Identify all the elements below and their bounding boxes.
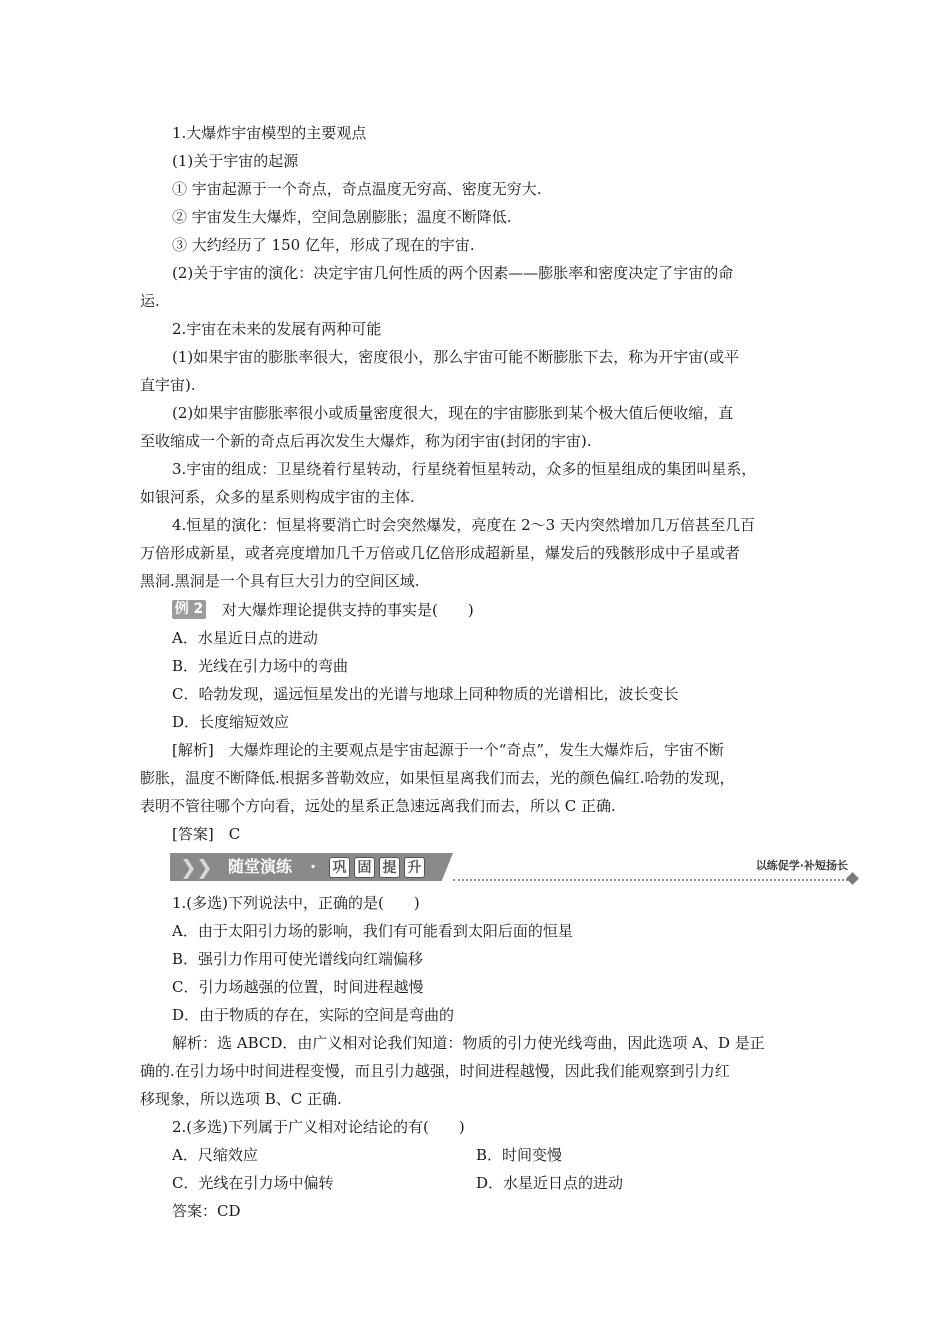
banner-char-3: 提 (379, 857, 400, 878)
answer-line: [答案] C (172, 825, 241, 843)
section-banner (170, 853, 870, 881)
evolution-line-2: 运. (140, 292, 160, 310)
option-b: B．光线在引力场中的弯曲 (172, 657, 349, 675)
practice-2-answer: 答案：CD (172, 1202, 241, 1220)
practice-1-option-b: B．强引力作用可使光谱线向红端偏移 (172, 950, 424, 968)
banner-dotted-line (453, 879, 848, 881)
practice-1-option-a: A．由于太阳引力场的影响，我们有可能看到太阳后面的恒星 (172, 922, 573, 940)
stellar-evolution-line-1: 4.恒星的演化：恒星将要消亡时会突然爆发，亮度在 2～3 天内突然增加几万倍甚至几百 (172, 516, 755, 534)
chevron-right-icon: ❯ (196, 855, 213, 879)
point-2: ② 宇宙发生大爆炸，空间急剧膨胀；温度不断降低. (172, 208, 512, 226)
subheading-origin: (1)关于宇宙的起源 (172, 152, 299, 170)
practice-1-solution-line-3: 移现象，所以选项 B、C 正确. (140, 1090, 342, 1108)
banner-char-4: 升 (404, 857, 425, 878)
banner-char-1: 巩 (329, 857, 350, 878)
stellar-evolution-line-2: 万倍形成新星，或者亮度增加几千万倍或几亿倍形成超新星，爆发后的残骸形成中子星或者 (140, 544, 741, 562)
practice-question-2: 2.(多选)下列属于广义相对论结论的有( ) (172, 1118, 465, 1136)
diamond-icon (846, 872, 859, 885)
banner-separator: · (310, 857, 317, 876)
practice-2-option-b: B．时间变慢 (476, 1146, 563, 1164)
heading-future: 2.宇宙在未来的发展有两种可能 (172, 320, 382, 338)
practice-1-option-d: D．由于物质的存在，实际的空间是弯曲的 (172, 1006, 455, 1024)
banner-char-2: 固 (354, 857, 375, 878)
option-c: C．哈勃发现，遥远恒星发出的光谱与地球上同种物质的光谱相比，波长变长 (172, 685, 679, 703)
practice-1-solution-line-1: 解析：选 ABCD．由广义相对论我们知道：物质的引力使光线弯曲，因此选项 A、D 是正 (172, 1034, 765, 1052)
point-1: ① 宇宙起源于一个奇点，奇点温度无穷高、密度无穷大. (172, 180, 542, 198)
future-closed-line-2: 至收缩成一个新的奇点后再次发生大爆炸，称为闭宇宙(封闭的宇宙). (140, 432, 592, 450)
chevron-right-icon: ❯ (180, 855, 197, 879)
practice-2-option-d: D．水星近日点的进动 (476, 1174, 624, 1192)
composition-line-1: 3.宇宙的组成：卫星绕着行星转动，行星绕着恒星转动，众多的恒星组成的集团叫星系， (172, 460, 757, 478)
example-question: 对大爆炸理论提供支持的事实是( ) (222, 601, 474, 619)
practice-1-option-c: C．引力场越强的位置，时间进程越慢 (172, 978, 424, 996)
point-3: ③ 大约经历了 150 亿年，形成了现在的宇宙. (172, 236, 475, 254)
banner-tagline: 以练促学·补短扬长 (755, 859, 848, 872)
future-open-line-1: (1)如果宇宙的膨胀率很大，密度很小，那么宇宙可能不断膨胀下去，称为开宇宙(或平 (172, 348, 740, 366)
option-a: A．水星近日点的进动 (172, 629, 318, 647)
option-d: D．长度缩短效应 (172, 713, 290, 731)
future-open-line-2: 直宇宙). (140, 376, 196, 394)
composition-line-2: 如银河系，众多的星系则构成宇宙的主体. (140, 488, 415, 506)
practice-2-option-c: C．光线在引力场中偏转 (172, 1174, 334, 1192)
practice-question-1: 1.(多选)下列说法中，正确的是( ) (172, 894, 420, 912)
heading-big-bang-model: 1.大爆炸宇宙模型的主要观点 (172, 124, 367, 142)
practice-2-option-a: A．尺缩效应 (172, 1146, 258, 1164)
stellar-evolution-line-3: 黑洞.黑洞是一个具有巨大引力的空间区域. (140, 572, 420, 590)
banner-title: 随堂演练 (228, 857, 293, 876)
example-badge: 例 2 (172, 600, 206, 619)
practice-1-solution-line-2: 确的.在引力场中时间进程变慢，而且引力越强，时间进程越慢，因此我们能观察到引力红 (140, 1062, 730, 1080)
analysis-line-1: [解析] 大爆炸理论的主要观点是宇宙起源于一个“奇点”，发生大爆炸后，宇宙不断 (172, 741, 725, 759)
analysis-line-3: 表明不管往哪个方向看，远处的星系正急速远离我们而去，所以 C 正确. (140, 797, 616, 815)
evolution-line-1: (2)关于宇宙的演化：决定宇宙几何性质的两个因素——膨胀率和密度决定了宇宙的命 (172, 264, 734, 282)
analysis-line-2: 膨胀，温度不断降低.根据多普勒效应，如果恒星离我们而去，光的颜色偏红.哈勃的发现， (140, 769, 735, 787)
future-closed-line-1: (2)如果宇宙膨胀率很小或质量密度很大，现在的宇宙膨胀到某个极大值后便收缩，直 (172, 404, 734, 422)
